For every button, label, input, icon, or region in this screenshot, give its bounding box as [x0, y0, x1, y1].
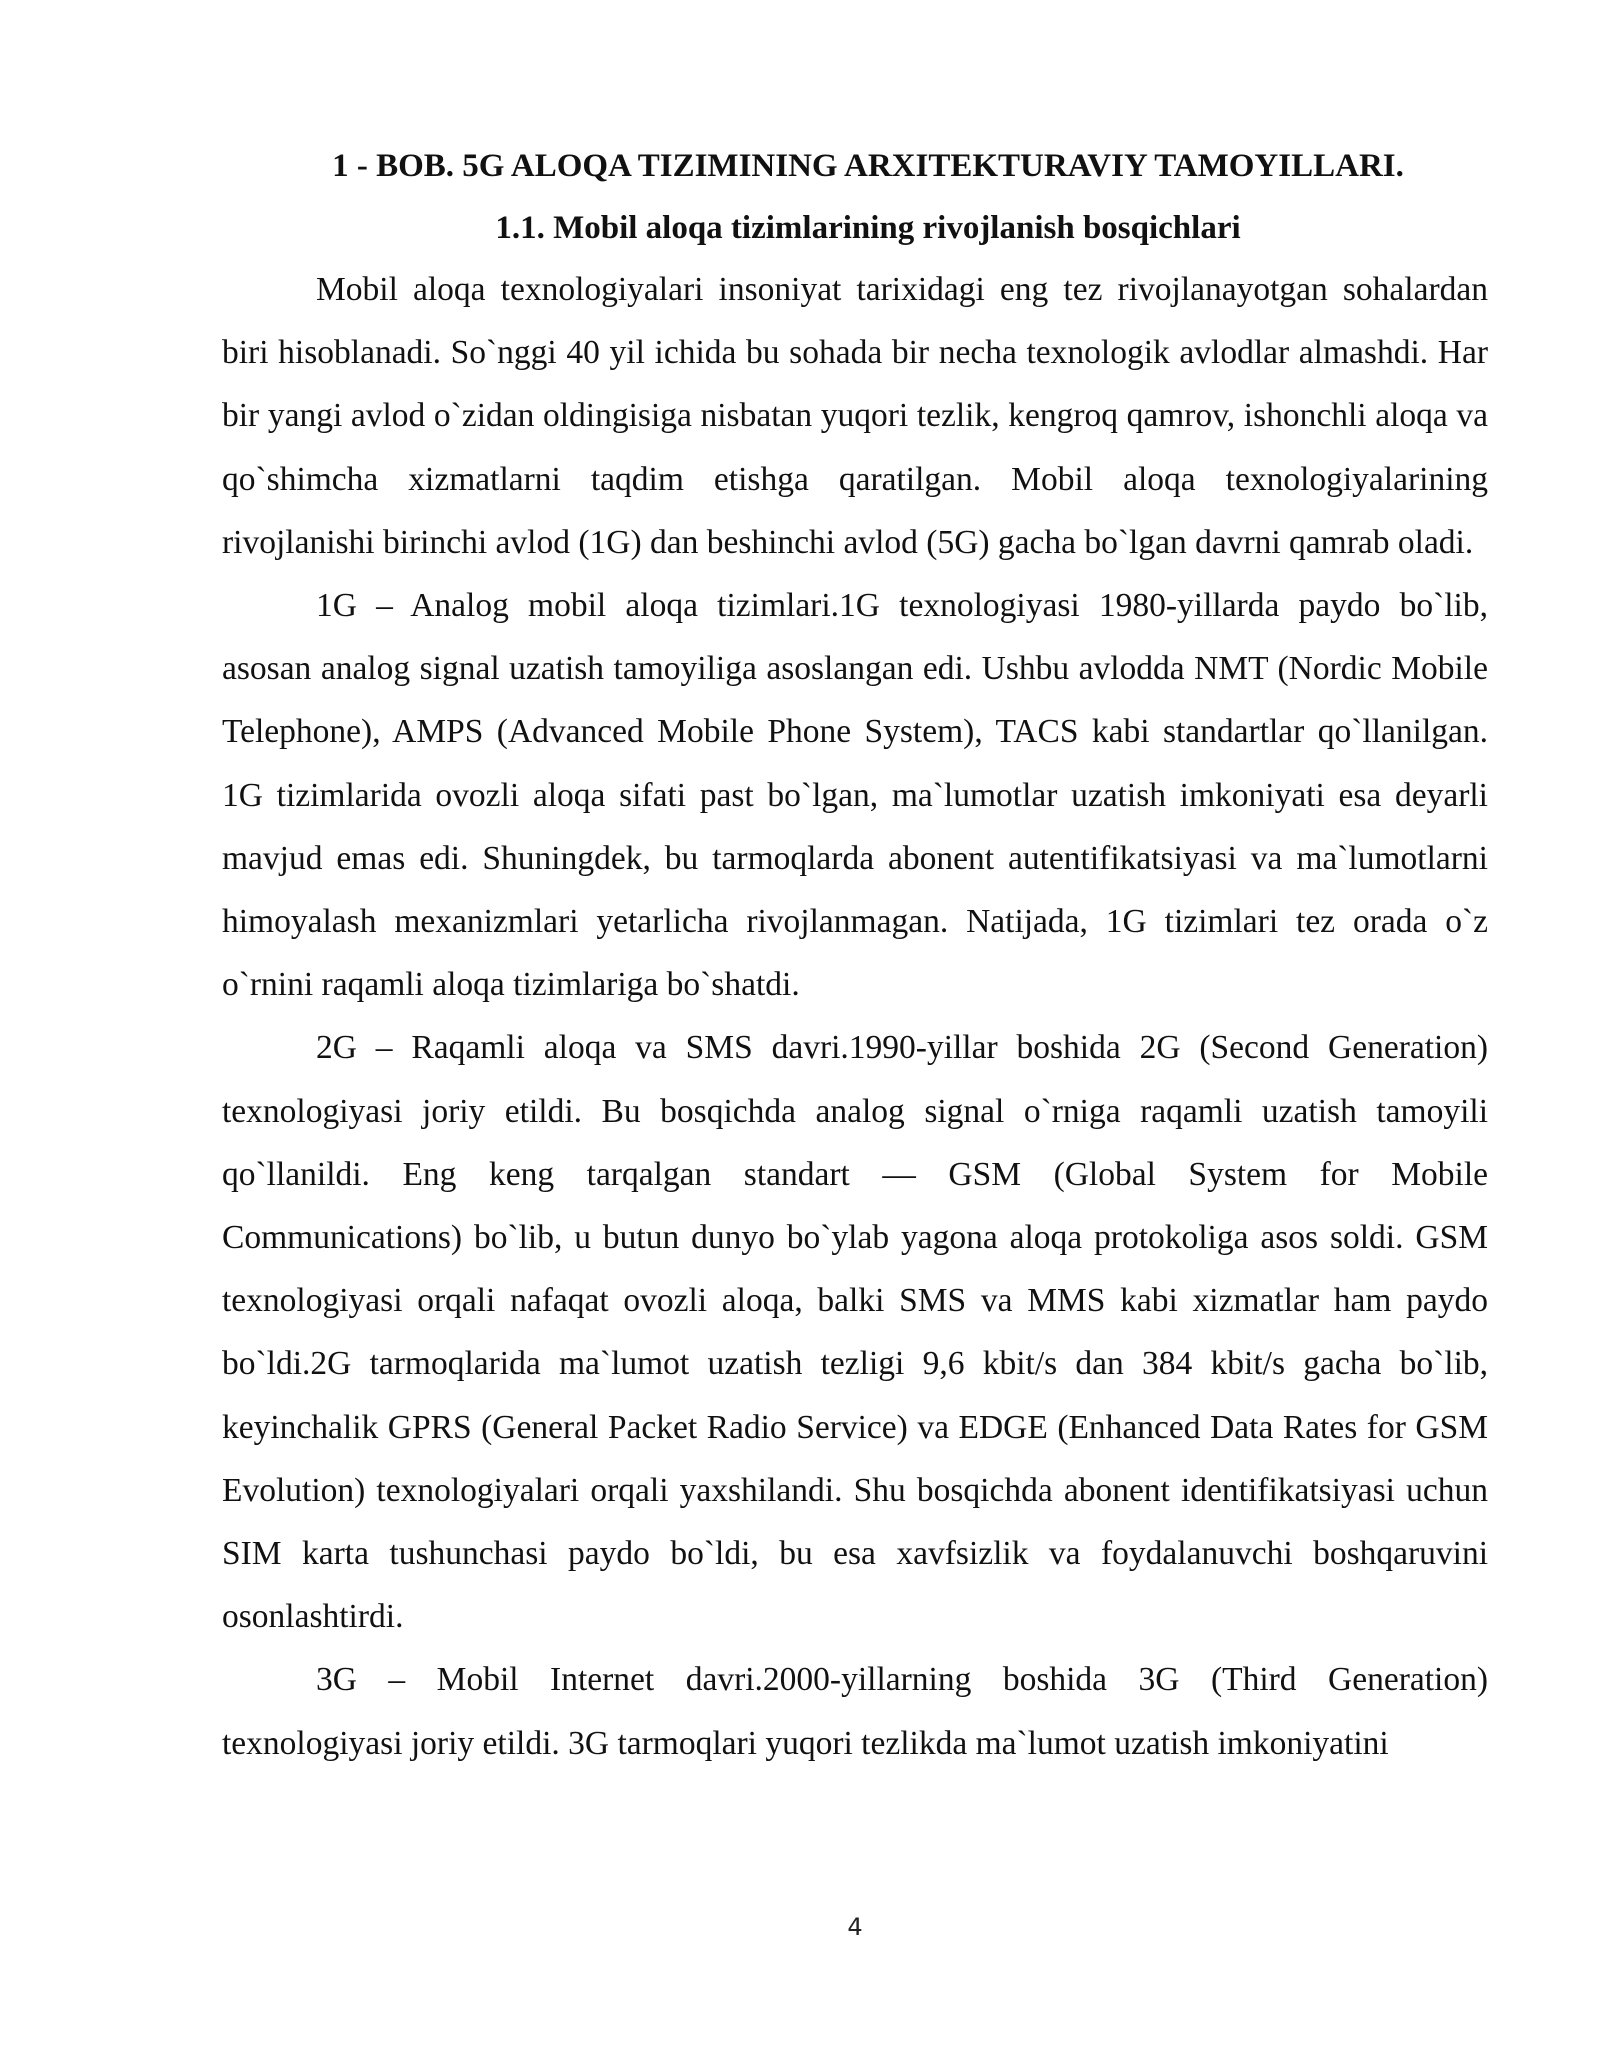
page-number: 4 — [847, 1913, 863, 1941]
paragraph-3g: 3G – Mobil Internet davri.2000-yillarning boshida 3G (Third Generation) texnologiyasi joriy etildi. 3G tarmoqlari yuqori tezlikda ma`lumot uzatish imkoniyatini — [222, 1661, 1488, 1762]
section-title: 1.1. Mobil aloqa tizimlarining rivojlanish bosqichlari — [495, 210, 1241, 246]
chapter-title: 1 - BOB. 5G ALOQA TIZIMINING ARXITEKTURAVIY TAMOYILLARI. — [332, 148, 1404, 184]
paragraph-intro: Mobil aloqa texnologiyalari insoniyat tarixidagi eng tez rivojlanayotgan sohalardan biri hisoblanadi. So`nggi 40 yil ichida bu sohada bir necha texnologik avlodlar almashdi. Har bir yangi avlod o`zidan oldingisiga nisbatan yuqori tezlik, kengroq qamrov, ishonchli aloqa va qo`shimcha xizmatlarni taqdim etishga qaratilgan. Mobil aloqa texnologiyalarining rivojlanishi birinchi avlod (1G) dan beshinchi avlod (5G) gacha bo`lgan davrni qamrab oladi. — [222, 271, 1488, 561]
paragraph-2g: 2G – Raqamli aloqa va SMS davri.1990-yillar boshida 2G (Second Generation) texnologiyasi joriy etildi. Bu bosqichda analog signal o`rniga raqamli uzatish tamoyili qo`llanildi. Eng keng tarqalgan standart — GSM (Global System for Mobile Communications) bo`lib, u butun dunyo bo`ylab yagona aloqa protokoliga asos soldi. GSM texnologiyasi orqali nafaqat ovozli aloqa, balki SMS va MMS kabi xizmatlar ham paydo bo`ldi.2G tarmoqlarida ma`lumot uzatish tezligi 9,6 kbit/s dan 384 kbit/s gacha bo`lib, keyinchalik GPRS (General Packet Radio Service) va EDGE (Enhanced Data Rates for GSM Evolution) texnologiyalari orqali yaxshilandi. Shu bosqichda abonent identifikatsiyasi uchun SIM karta tushunchasi paydo bo`ldi, bu esa xavfsizlik va foydalanuvchi boshqaruvini osonlashtirdi. — [222, 1029, 1488, 1636]
paragraph-1g: 1G – Analog mobil aloqa tizimlari.1G texnologiyasi 1980-yillarda paydo bo`lib, asosan analog signal uzatish tamoyiliga asoslangan edi. Ushbu avlodda NMT (Nordic Mobile Telephone), AMPS (Advanced Mobile Phone System), TACS kabi standartlar qo`llanilgan. 1G tizimlarida ovozli aloqa sifati past bo`lgan, ma`lumotlar uzatish imkoniyati esa deyarli mavjud emas edi. Shuningdek, bu tarmoqlarda abonent autentifikatsiyasi va ma`lumotlarni himoyalash mexanizmlari yetarlicha rivojlanmagan. Natijada, 1G tizimlari tez orada o`z o`rnini raqamli aloqa tizimlariga bo`shatdi. — [222, 587, 1488, 1004]
document-page — [222, 146, 1488, 1775]
